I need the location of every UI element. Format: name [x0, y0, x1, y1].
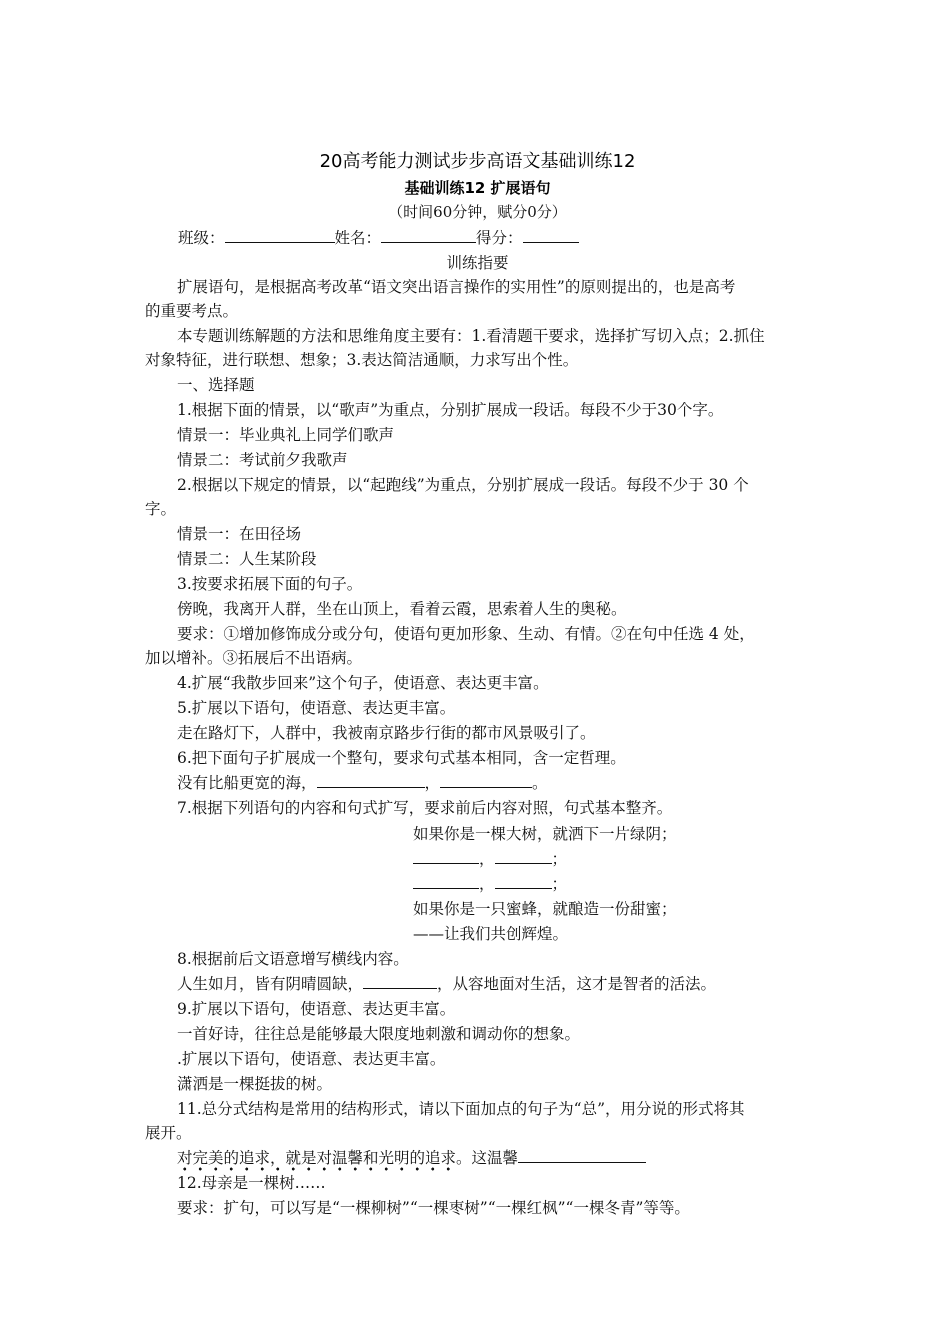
q2-line2: 字。: [145, 500, 177, 518]
guide-para1-line2: 的重要考点。: [145, 302, 239, 320]
name-blank[interactable]: [381, 226, 476, 243]
q7-comma-2: ，: [479, 875, 495, 893]
q6-sentence: [177, 771, 810, 795]
q8-text: 8.根据前后文语意增写横线内容。: [177, 950, 409, 968]
q1-scene1: 情景一：毕业典礼上同学们歌声: [177, 426, 395, 444]
q7-text: 7.根据下列语句的内容和句式扩写，要求前后内容对照，句式基本整齐。: [177, 799, 673, 817]
q7-poem-line3: [413, 872, 813, 896]
q11-blank[interactable]: [518, 1146, 646, 1163]
q11-line1: 11.总分式结构是常用的结构形式，请以下面加点的句子为“总”，用分说的形式将其: [177, 1100, 745, 1118]
q8-blank[interactable]: [363, 972, 437, 989]
q3-req-line1: 要求：①增加修饰成分或分句，使语句更加形象、生动、有情。②在句中任选 4 处，: [177, 625, 755, 643]
q8-sentence-start: 人生如月，皆有阴晴圆缺，: [177, 975, 364, 993]
class-label: 班级：: [178, 229, 225, 247]
section-heading: 一、选择题: [177, 376, 255, 394]
q9-text: 9.扩展以下语句，使语意、表达更丰富。: [177, 1000, 456, 1018]
student-info-row: [178, 226, 843, 250]
q3-req-line2: 加以增补。③拓展后不出语病。: [145, 649, 363, 667]
q7-poem-line4: 如果你是一只蜜蜂，就酿造一份甜蜜；: [413, 900, 677, 918]
q7-poem-line2: [413, 847, 813, 871]
q7-blank-2[interactable]: [495, 847, 552, 864]
q8-sentence: [177, 972, 810, 996]
q6-end: 。: [532, 774, 548, 792]
q9-sentence: 一首好诗，往往总是能够最大限度地刺激和调动你的想象。: [177, 1025, 581, 1043]
q7-blank-1[interactable]: [413, 847, 479, 864]
q6-blank-1[interactable]: [317, 771, 425, 788]
q5-text: 5.扩展以下语句，使语意、表达更丰富。: [177, 699, 456, 717]
q6-blank-2[interactable]: [440, 771, 532, 788]
guide-para2-line2: 对象特征，进行联想、想象；3.表达简洁通顺，力求写出个性。: [145, 351, 579, 369]
document-title: 20高考能力测试步步高语文基础训练12: [319, 151, 636, 172]
q1-text: 1.根据下面的情景，以“歌声”为重点，分别扩展成一段话。每段不少于30个字。: [177, 401, 724, 419]
score-blank[interactable]: [523, 226, 579, 243]
q4-text: 4.扩展“我散步回来”这个句子，使语意、表达更丰富。: [177, 674, 549, 692]
q12-req: 要求：扩句，可以写是“一棵柳树”“一棵枣树”“一棵红枫”“一棵冬青”等等。: [177, 1199, 690, 1217]
name-label: 姓名：: [334, 229, 382, 247]
class-blank[interactable]: [225, 226, 335, 243]
q11-sentence: [177, 1146, 810, 1170]
q6-sentence-start: 没有比船更宽的海，: [177, 774, 317, 792]
q11-line2: 展开。: [145, 1124, 192, 1142]
q2-scene1: 情景一：在田径场: [177, 525, 302, 543]
q3-text: 3.按要求拓展下面的句子。: [177, 575, 363, 593]
q2-line1: 2.根据以下规定的情景，以“起跑线”为重点，分别扩展成一段话。每段不少于 30 个: [177, 476, 749, 494]
q7-poem-line1: 如果你是一棵大树，就洒下一片绿阴；: [413, 825, 677, 843]
q2-scene2: 情景二：人生某阶段: [177, 550, 317, 568]
q12-text: 12.母亲是一棵树……: [177, 1174, 326, 1192]
time-note: （时间60分钟，赋分0分）: [388, 203, 567, 221]
q3-sentence: 傍晚，我离开人群，坐在山顶上，看着云霞，思索着人生的奥秘。: [177, 600, 627, 618]
q6-text: 6.把下面句子扩展成一个整句，要求句式基本相同，含一定哲理。: [177, 749, 626, 767]
q10-text: .扩展以下语句，使语意、表达更丰富。: [177, 1050, 446, 1068]
guide-heading: 训练指要: [446, 254, 509, 272]
document-subtitle: 基础训练12 扩展语句: [404, 179, 551, 197]
q7-blank-4[interactable]: [495, 872, 552, 889]
score-label: 得分：: [476, 229, 523, 247]
q11-dotted-sentence: 对完美的追求，就是对温馨和光明的追求: [177, 1149, 456, 1172]
guide-para2-line1: 本专题训练解题的方法和思维角度主要有：1.看清题干要求，选择扩写切入点；2.抓住: [177, 327, 765, 345]
q8-sentence-end: ，从容地面对生活，这才是智者的活法。: [437, 975, 717, 993]
q7-poem-line5: ——让我们共创辉煌。: [413, 925, 569, 943]
q11-after: 。这温馨: [456, 1149, 519, 1167]
q7-blank-3[interactable]: [413, 872, 479, 889]
q7-semicolon-1: ；: [551, 850, 568, 868]
q7-semicolon-2: ；: [551, 875, 568, 893]
q1-scene2: 情景二：考试前夕我歌声: [177, 451, 348, 469]
q10-sentence: 潇洒是一棵挺拔的树。: [177, 1075, 333, 1093]
q6-comma: ，: [424, 774, 441, 792]
q5-sentence: 走在路灯下，人群中，我被南京路步行街的都市风景吸引了。: [177, 724, 596, 742]
guide-para1-line1: 扩展语句，是根据高考改革“语文突出语言操作的实用性”的原则提出的，也是高考: [177, 278, 736, 296]
q7-comma-1: ，: [479, 850, 495, 868]
